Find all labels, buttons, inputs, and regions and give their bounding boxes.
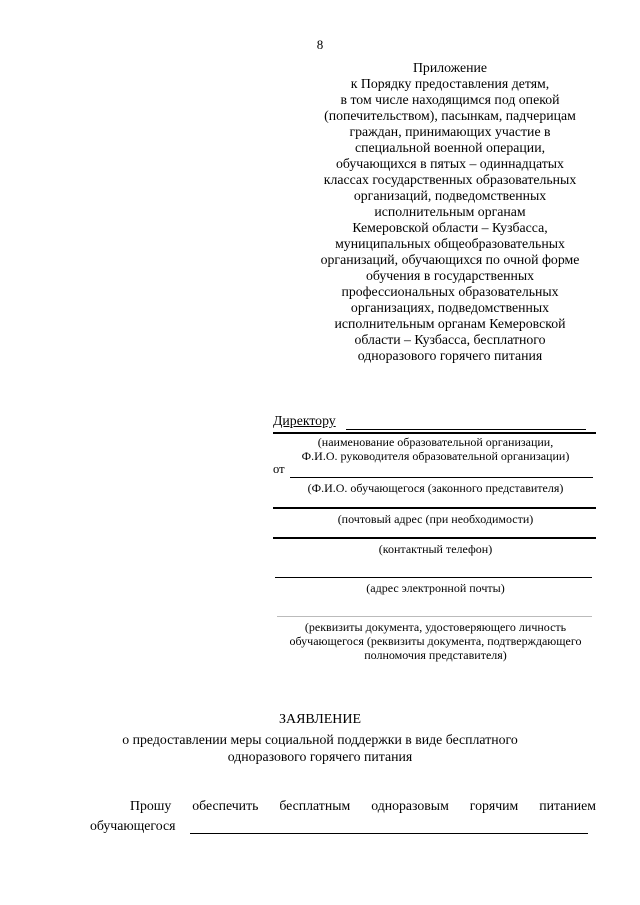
from-row <box>273 462 598 477</box>
appendix-line: обучающихся в пятых – одиннадцатых <box>336 156 564 171</box>
document-caption-line: (реквизиты документа, удостоверяющего личность <box>304 620 567 634</box>
request-word: обеспечить <box>192 798 259 813</box>
phone-field[interactable] <box>273 537 596 539</box>
appendix-line: специальной военной операции, <box>354 140 546 155</box>
appendix-line: одноразового горячего питания <box>357 348 543 363</box>
address-caption: (почтовый адрес (при необходимости) <box>337 512 534 526</box>
appendix-line: (попечительством), пасынкам, падчерицам <box>324 108 576 123</box>
org-caption <box>273 435 598 463</box>
student-label: обучающегося <box>90 818 176 833</box>
org-caption-line: Ф.И.О. руководителя образовательной организации) <box>301 449 570 463</box>
appendix-line: классах государственных образовательных <box>323 172 577 187</box>
email-field[interactable] <box>275 577 592 578</box>
request-word: горячим <box>469 798 519 813</box>
appendix-line: организаций, обучающихся по очной форме <box>320 252 580 267</box>
statement-subtitle-line: одноразового горячего питания <box>227 749 413 764</box>
appendix-line: граждан, принимающих участие в <box>349 124 551 139</box>
document-caption <box>273 620 598 662</box>
appendix-line: Приложение <box>412 60 488 75</box>
email-caption: (адрес электронной почты) <box>366 581 505 595</box>
appendix-line: профессиональных образовательных <box>341 284 559 299</box>
request-word: Прошу <box>130 798 172 813</box>
from-field[interactable] <box>290 477 593 478</box>
director-label: Директору <box>273 413 336 428</box>
appendix-line: обучения в государственных <box>365 268 535 283</box>
appendix-line: исполнительным органам <box>374 204 526 219</box>
document-field[interactable] <box>277 616 592 617</box>
statement-subtitle <box>100 731 540 765</box>
address-field[interactable] <box>273 507 596 509</box>
phone-caption: (контактный телефон) <box>378 542 493 556</box>
document-caption-line: обучающегося (реквизиты документа, подтверждающего <box>289 634 582 648</box>
request-text <box>90 798 596 814</box>
appendix-line: организациях, подведомственных <box>350 300 550 315</box>
request-word: одноразовым <box>371 798 449 813</box>
appendix-line: исполнительным органам Кемеровской <box>334 316 566 331</box>
appendix-header <box>300 60 600 364</box>
appendix-line: области – Кузбасса, бесплатного <box>354 332 546 347</box>
appendix-line: Кемеровской области – Кузбасса, <box>352 220 548 235</box>
request-word: бесплатным <box>279 798 351 813</box>
page-number: 8 <box>316 37 324 52</box>
appendix-line: к Порядку предоставления детям, <box>350 76 550 91</box>
director-name-field[interactable] <box>346 429 586 430</box>
appendix-line: муниципальных общеобразовательных <box>335 236 565 251</box>
document-caption-line: полномочия представителя) <box>364 648 507 662</box>
statement-subtitle-line: о предоставлении меры социальной поддержки в виде бесплатного <box>122 732 518 747</box>
appendix-line: организаций, подведомственных <box>353 188 547 203</box>
student-name-field[interactable] <box>190 833 588 834</box>
statement-title: ЗАЯВЛЕНИЕ <box>278 712 362 727</box>
student-caption: (Ф.И.О. обучающегося (законного представителя) <box>307 481 564 495</box>
appendix-line: в том числе находящимся под опекой <box>340 92 560 107</box>
org-caption-line: (наименование образовательной организации, <box>317 435 554 449</box>
from-label: от <box>273 462 285 476</box>
director-row <box>273 413 598 429</box>
request-word: питанием <box>539 798 596 813</box>
org-name-field[interactable] <box>273 432 596 434</box>
